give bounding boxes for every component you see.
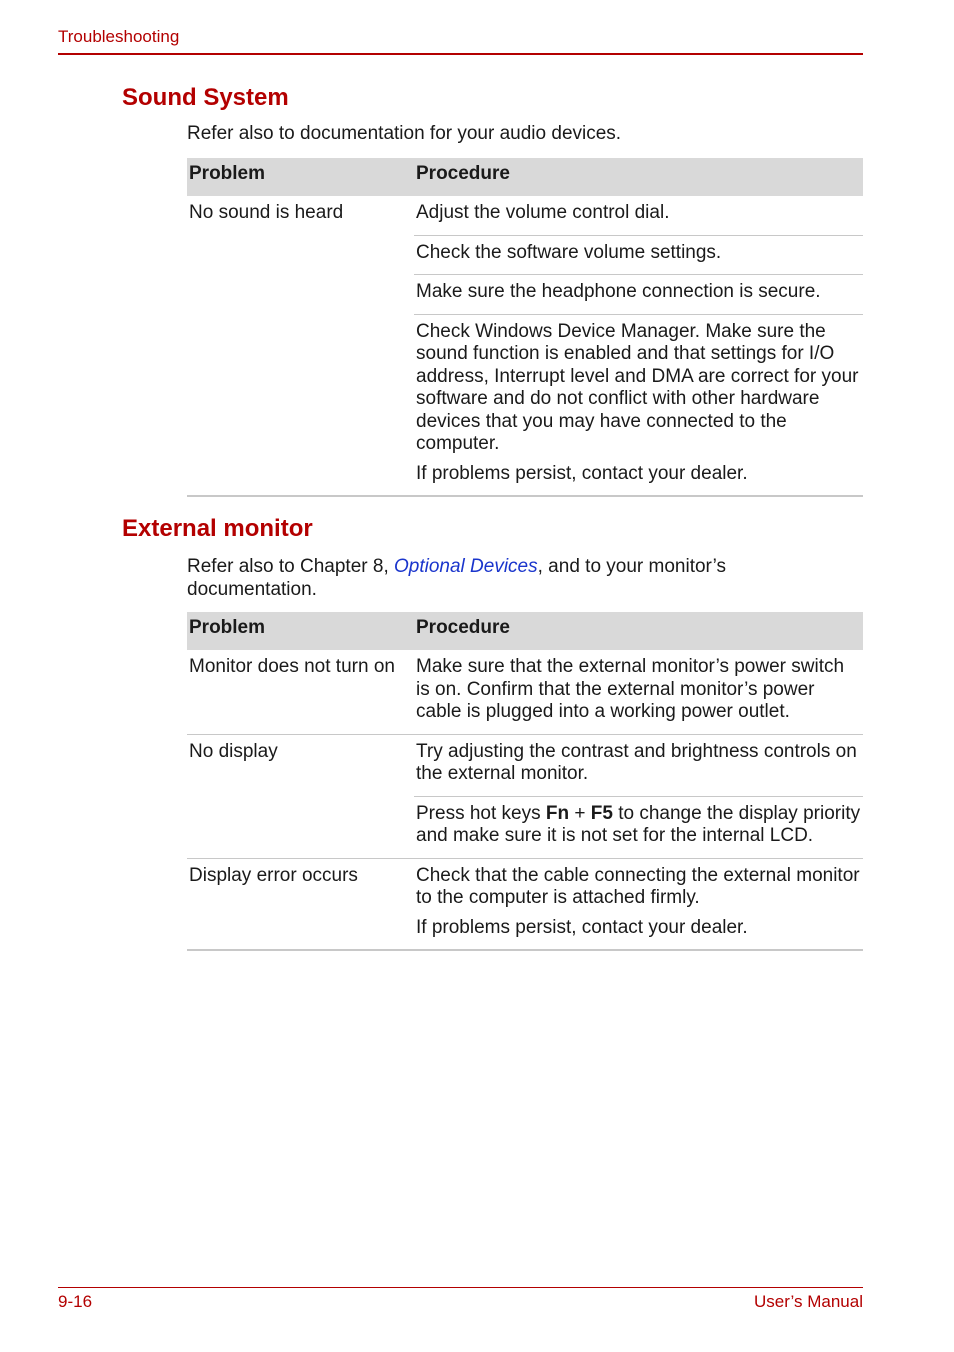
procedure-cell: Adjust the volume control dial. xyxy=(414,196,863,235)
header-rule xyxy=(58,53,863,55)
problem-cell: Display error occurs xyxy=(187,858,414,950)
procedure-cell: Try adjusting the contrast and brightness controls on the external monitor. xyxy=(414,734,863,796)
sound-system-heading: Sound System xyxy=(122,84,289,111)
monitor-intro xyxy=(187,555,827,601)
problem-cell: No sound is heard xyxy=(187,196,414,496)
monitor-table-header xyxy=(187,612,863,650)
procedure-cell: Check the software volume settings. xyxy=(414,235,863,275)
col-procedure: Procedure xyxy=(414,612,863,650)
persist-note: If problems persist, contact your dealer. xyxy=(416,916,748,938)
col-problem: Problem xyxy=(187,158,414,196)
manual-title: User’s Manual xyxy=(754,1292,863,1311)
running-header: Troubleshooting xyxy=(58,27,180,46)
procedure-cell xyxy=(414,314,863,496)
table-row xyxy=(187,196,863,235)
procedure-text: Press hot keys xyxy=(416,802,546,824)
procedure-cell xyxy=(414,858,863,950)
external-monitor-heading: External monitor xyxy=(122,515,313,542)
col-problem: Problem xyxy=(187,612,414,650)
sound-table xyxy=(187,158,863,497)
sound-intro: Refer also to documentation for your audio devices. xyxy=(187,123,622,144)
table-row xyxy=(187,650,863,734)
procedure-cell xyxy=(414,796,863,858)
persist-note: If problems persist, contact your dealer. xyxy=(416,462,748,484)
monitor-table xyxy=(187,612,863,951)
problem-cell: No display xyxy=(187,734,414,858)
procedure-cell: Make sure that the external monitor’s power switch is on. Confirm that the external monitor’s power cable is plugged into a working power outlet. xyxy=(414,650,863,734)
plus-sign: + xyxy=(569,802,591,824)
procedure-text: Check that the cable connecting the external monitor to the computer is attached firmly. xyxy=(416,864,860,908)
page-number: 9-16 xyxy=(58,1292,93,1311)
intro-text: Refer also to Chapter 8, xyxy=(187,556,394,577)
sound-table-header xyxy=(187,158,863,196)
problem-cell: Monitor does not turn on xyxy=(187,650,414,734)
table-row xyxy=(187,858,863,950)
footer-rule xyxy=(58,1287,863,1288)
f5-key: F5 xyxy=(590,802,613,824)
procedure-text: Check Windows Device Manager. Make sure the sound function is enabled and that settings for I/O address, Interrupt level and DMA are correct for your software and do not conflict with other hardware devices that you may have connected to the computer. xyxy=(416,320,859,454)
procedure-cell: Make sure the headphone connection is secure. xyxy=(414,275,863,315)
fn-key: Fn xyxy=(545,802,570,824)
optional-devices-link[interactable]: Optional Devices xyxy=(394,556,538,577)
intro-text: , and to your monitor’s documentation. xyxy=(187,556,726,600)
col-procedure: Procedure xyxy=(414,158,863,196)
procedure-text: to change the display priority and make sure it is not set for the internal LCD. xyxy=(416,802,861,846)
table-row xyxy=(187,734,863,796)
